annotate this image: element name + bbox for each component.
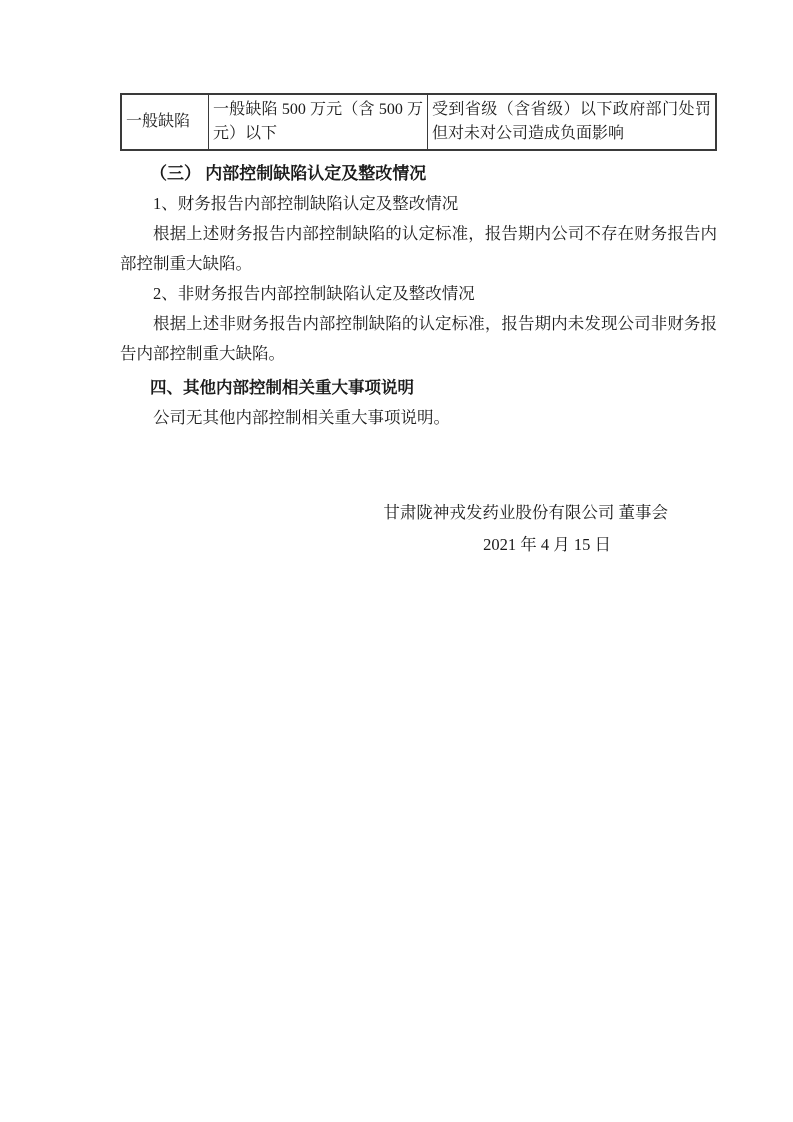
table-row xyxy=(121,94,716,150)
section-heading-other-matters: 四、其他内部控制相关重大事项说明 xyxy=(150,378,414,397)
signature-company: 甘肃陇神戎发药业股份有限公司 董事会 xyxy=(383,503,668,522)
other-matters-body: 公司无其他内部控制相关重大事项说明。 xyxy=(153,408,450,427)
signature-date: 2021 年 4 月 15 日 xyxy=(483,535,611,554)
item-2-body: 根据上述非财务报告内部控制缺陷的认定标准，报告期内未发现公司非财务报告内部控制重大缺陷。 xyxy=(120,314,717,363)
document-content xyxy=(120,93,717,561)
cell-deficiency-level: 一般缺陷 xyxy=(121,94,209,150)
signature-block xyxy=(120,497,717,561)
item-2-title: 2、非财务报告内部控制缺陷认定及整改情况 xyxy=(153,284,475,303)
deficiency-criteria-table xyxy=(120,93,717,151)
section-heading-deficiency-determination: （三） 内部控制缺陷认定及整改情况 xyxy=(150,164,427,183)
item-1-body: 根据上述财务报告内部控制缺陷的认定标准，报告期内公司不存在财务报告内部控制重大缺陷。 xyxy=(120,224,717,273)
cell-quantitative-criteria: 一般缺陷 500 万元（含 500 万元）以下 xyxy=(209,94,428,150)
item-1-title: 1、财务报告内部控制缺陷认定及整改情况 xyxy=(153,194,459,213)
cell-qualitative-criteria: 受到省级（含省级）以下政府部门处罚但对未对公司造成负面影响 xyxy=(428,94,717,150)
